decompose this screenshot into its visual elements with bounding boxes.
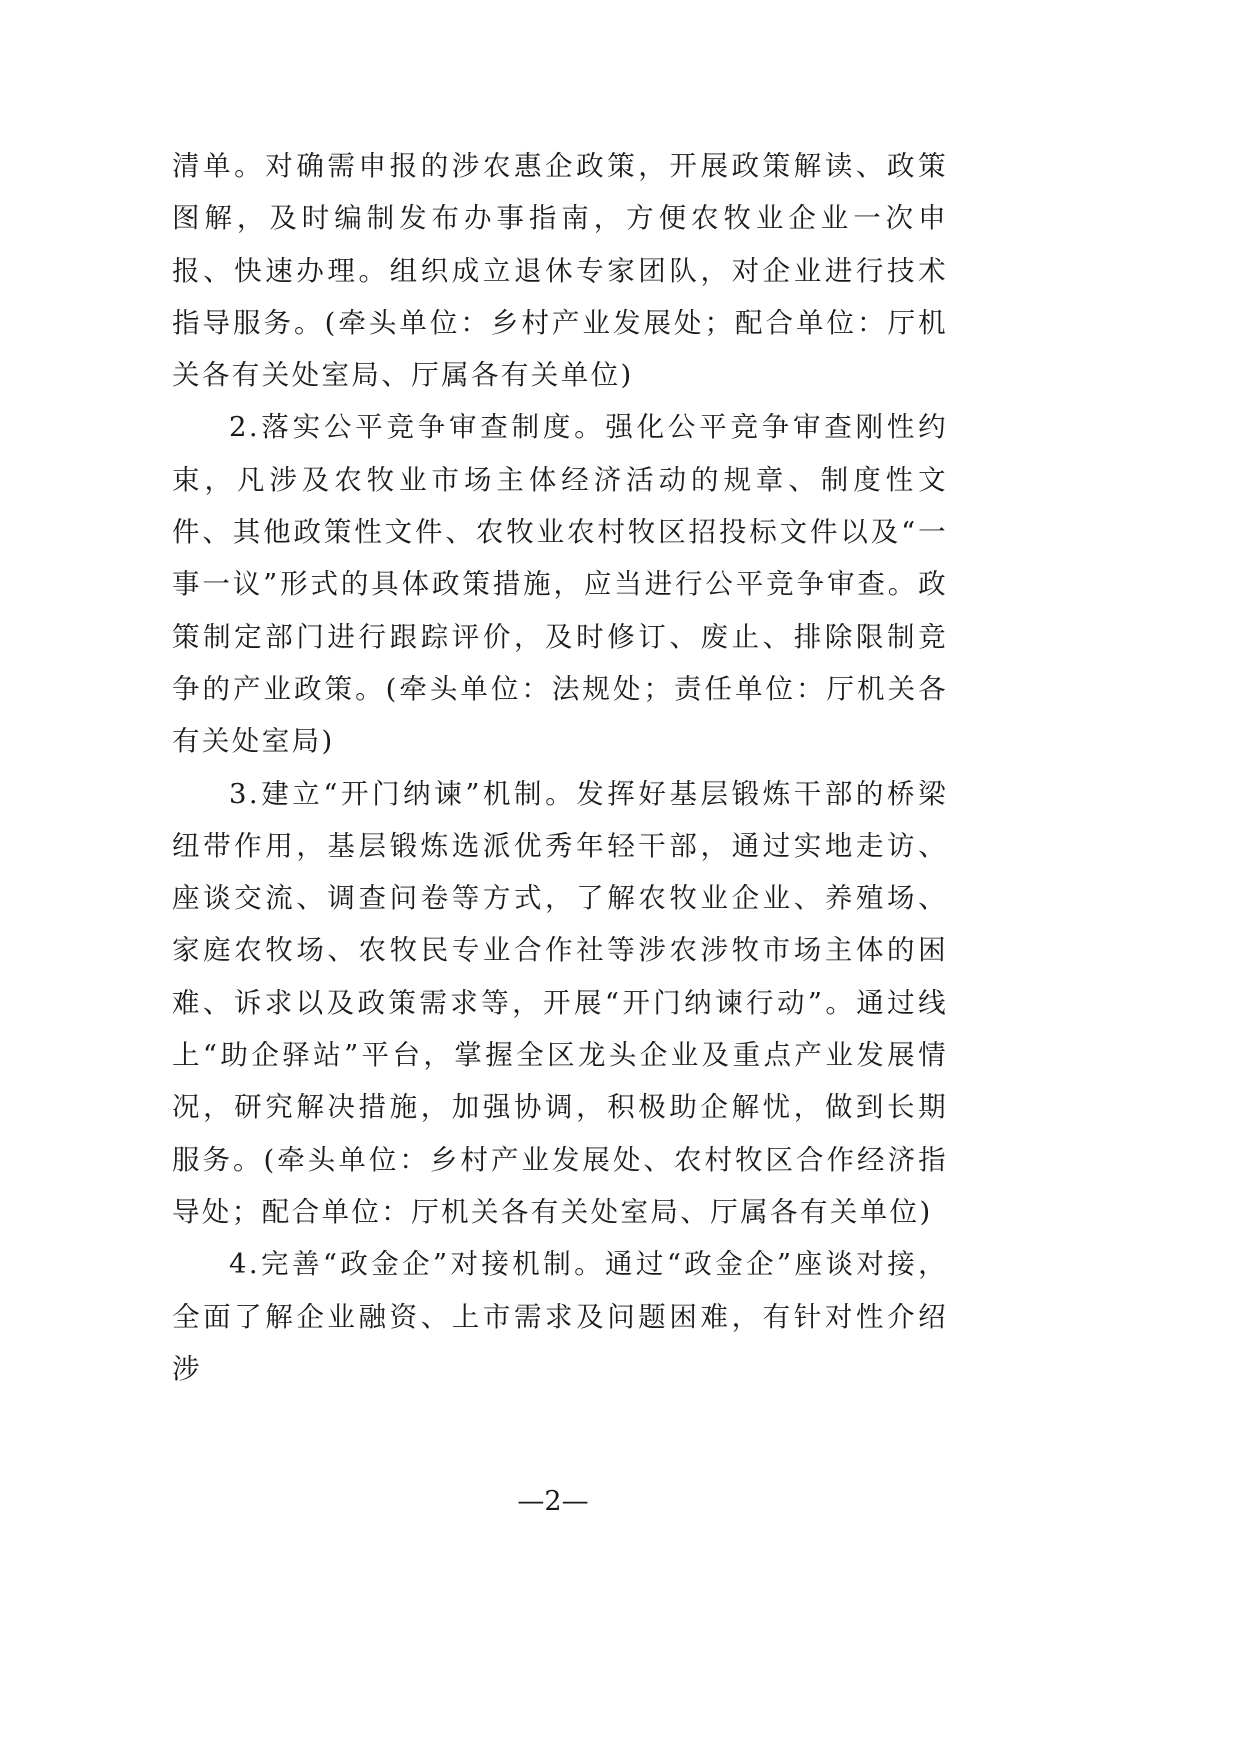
paragraph-fair-competition-review: 2.落实公平竞争审查制度。强化公平竞争审查刚性约束，凡涉及农牧业市场主体经济活动的规章、制度性文件、其他政策性文件、农牧业农村牧区招投标文件以及“一事一议”形式的具体政策措施，应当进行公平竞争审查。政策制定部门进行跟踪评价，及时修订、废止、排除限制竞争的产业政策。(牵头单位：法规处；责任单位：厅机关各有关处室局) — [172, 411, 948, 758]
page-number: —2— — [517, 1486, 589, 1517]
paragraph-open-door-advice: 3.建立“开门纳谏”机制。发挥好基层锻炼干部的桥梁纽带作用，基层锻炼选派优秀年轻干部，通过实地走访、座谈交流、调查问卷等方式，了解农牧业企业、养殖场、家庭农牧场、农牧民专业合作社等涉农涉牧市场主体的困难、诉求以及政策需求等，开展“开门纳谏行动”。通过线上“助企驿站”平台，掌握全区龙头企业及重点产业发展情况，研究解决措施，加强协调，积极助企解忧，做到长期服务。(牵头单位：乡村产业发展处、农村牧区合作经济指导处；配合单位：厅机关各有关处室局、厅属各有关单位) — [172, 777, 948, 1228]
paragraph-gov-finance-enterprise: 4.完善“政金企”对接机制。通过“政金企”座谈对接，全面了解企业融资、上市需求及问题困难，有针对性介绍涉 — [172, 1248, 948, 1385]
paragraph-continuation: 清单。对确需申报的涉农惠企政策，开展政策解读、政策图解，及时编制发布办事指南，方便农牧业企业一次申报、快速办理。组织成立退休专家团队，对企业进行技术指导服务。(牵头单位：乡村产业发展处；配合单位：厅机关各有关处室局、厅属各有关单位) — [172, 150, 948, 392]
document-body — [172, 140, 948, 1395]
